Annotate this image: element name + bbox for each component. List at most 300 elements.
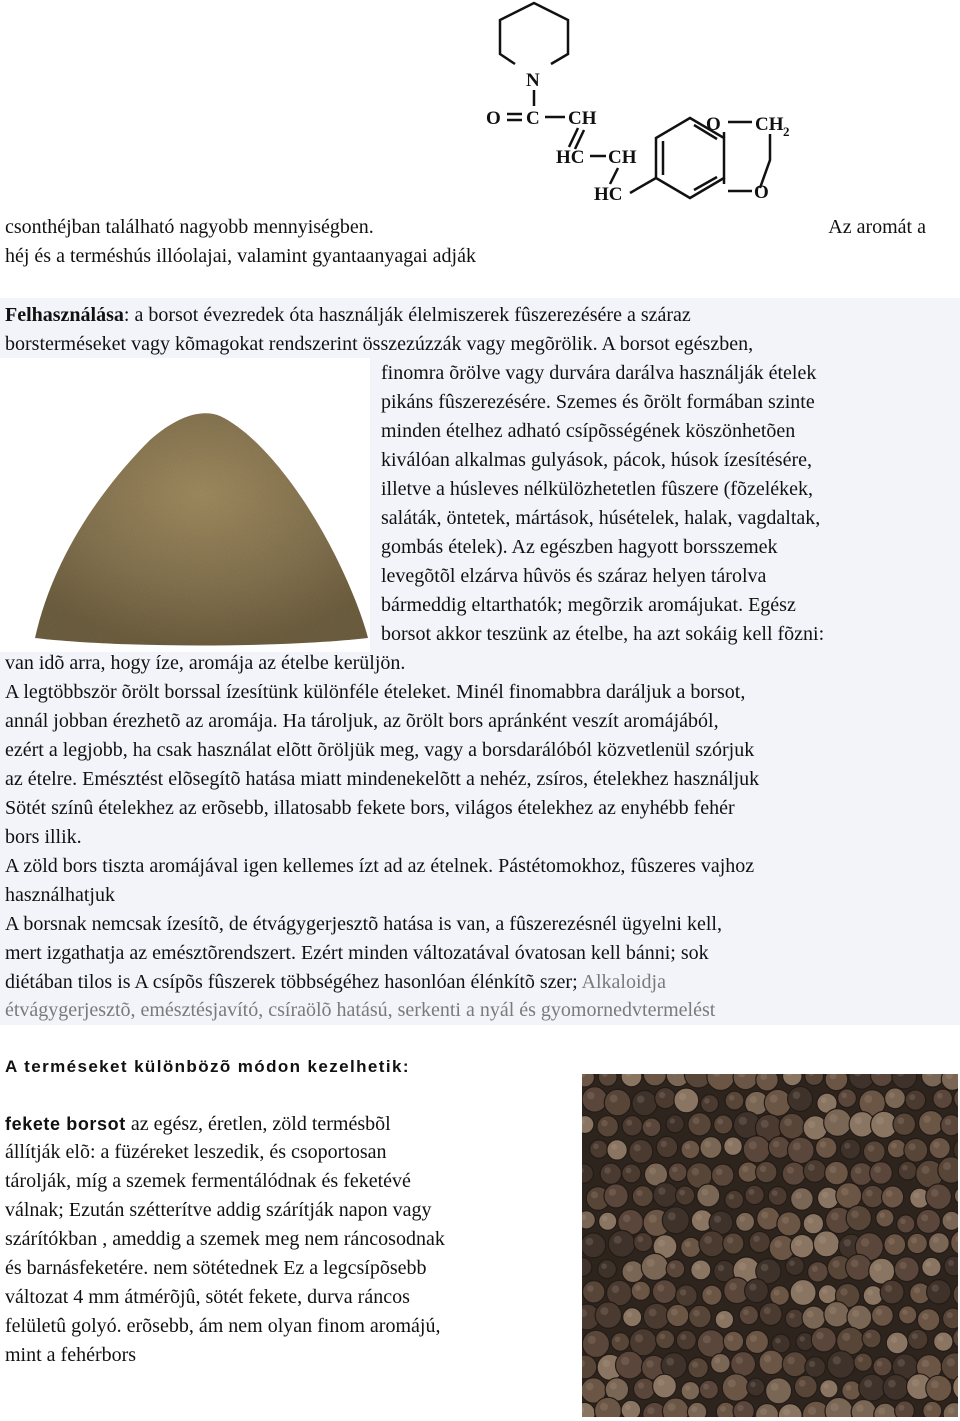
peppercorn-highlight — [626, 1168, 632, 1174]
peppercorn-highlight — [897, 1359, 905, 1367]
processing-term: fekete borsot — [5, 1114, 126, 1134]
peppercorn-highlight — [772, 1190, 778, 1196]
peppercorn-highlight — [704, 1141, 711, 1148]
peppercorn — [782, 1162, 805, 1185]
peppercorn-highlight — [808, 1164, 815, 1171]
peppercorn — [824, 1302, 850, 1328]
peppercorn-highlight — [864, 1095, 872, 1103]
peppercorn-highlight — [858, 1357, 863, 1362]
peppercorn — [777, 1212, 801, 1236]
peppercorn — [894, 1257, 919, 1282]
peppercorn — [899, 1306, 917, 1324]
peppercorn — [825, 1161, 849, 1185]
peppercorn-highlight — [750, 1382, 755, 1387]
peppercorn — [621, 1400, 641, 1417]
peppercorn-highlight — [670, 1263, 676, 1269]
peppercorn-highlight — [637, 1190, 643, 1196]
peppercorn-highlight — [627, 1312, 633, 1318]
peppercorn-highlight — [761, 1120, 769, 1128]
peppercorn-highlight — [899, 1405, 905, 1411]
peppercorn-highlight — [738, 1262, 746, 1270]
peppercorn — [803, 1160, 826, 1183]
usage-line: annál jobban érezhetõ az aromája. Ha tároljuk, az õrölt bors apránként veszít aromájából, — [5, 710, 719, 732]
peppercorn — [782, 1352, 807, 1377]
peppercorn-highlight — [937, 1093, 943, 1099]
usage-line: borsot akkor teszünk az ételbe, ha azt sokáig kell fõzni: — [381, 623, 825, 645]
peppercorn-highlight — [716, 1168, 723, 1175]
peppercorn — [699, 1380, 718, 1399]
peppercorns-image — [582, 1074, 958, 1417]
peppercorn — [733, 1401, 754, 1418]
usage-line: minden ételhez adható csípõsségének köszönhetõen — [381, 420, 796, 442]
peppercorn-highlight — [831, 1403, 839, 1411]
peppercorn-highlight — [948, 1407, 955, 1414]
peppercorn-highlight — [696, 1214, 703, 1221]
peppercorn — [897, 1215, 915, 1233]
peppercorn — [785, 1257, 804, 1276]
peppercorn-highlight — [679, 1190, 685, 1196]
peppercorn-highlight — [812, 1266, 818, 1272]
atom-o: O — [706, 114, 721, 135]
peppercorn — [941, 1115, 958, 1136]
peppercorn — [653, 1183, 678, 1208]
peppercorn-highlight — [885, 1285, 892, 1292]
peppercorn — [907, 1233, 927, 1253]
peppercorn — [922, 1257, 941, 1276]
peppercorn-highlight — [841, 1093, 847, 1099]
peppercorn-highlight — [866, 1333, 872, 1339]
peppercorn-highlight — [764, 1307, 771, 1314]
peppercorn-highlight — [783, 1408, 790, 1415]
peppercorn — [701, 1095, 719, 1113]
peppercorn — [846, 1254, 872, 1280]
peppercorn-highlight — [902, 1309, 907, 1314]
peppercorn-highlight — [820, 1141, 826, 1147]
peppercorn-highlight — [947, 1312, 953, 1318]
peppercorn-highlight — [855, 1167, 862, 1174]
peppercorn-highlight — [635, 1334, 643, 1342]
peppercorn-highlight — [727, 1335, 733, 1341]
peppercorn — [681, 1140, 700, 1159]
peppercorn — [908, 1329, 928, 1349]
peppercorn — [608, 1230, 635, 1257]
usage-line: borsterméseket vagy kõmagokat rendszerint összezúzzák vagy megõrölik. A borsot egészben, — [5, 333, 754, 355]
peppercorn-highlight — [878, 1408, 885, 1415]
peppercorn-highlight — [635, 1285, 641, 1291]
usage-line-1 — [5, 301, 691, 330]
peppercorn-highlight — [771, 1383, 779, 1391]
usage-line: van idõ arra, hogy íze, aromája az ételbe kerüljön. — [5, 652, 406, 674]
peppercorn-highlight — [874, 1166, 881, 1173]
peppercorn — [840, 1139, 860, 1159]
peppercorn-highlight — [614, 1236, 622, 1244]
usage-line: illetve a húsleves nélkülözhetetlen fûszere (fõzelékek, — [381, 478, 814, 500]
usage-line: ezért a legjobb, ha csak használat elõtt õröljük meg, vagy a borsdarálóból közvetlenül szórjuk — [5, 739, 755, 761]
peppercorn-highlight — [626, 1265, 633, 1272]
peppercorn — [662, 1207, 689, 1234]
atom-hc: HC — [556, 147, 585, 168]
peppercorn-highlight — [625, 1404, 631, 1410]
peppercorn — [756, 1161, 777, 1182]
peppercorn — [880, 1280, 904, 1304]
peppercorn-highlight — [770, 1095, 778, 1103]
peppercorn — [743, 1136, 770, 1163]
peppercorn-highlight — [784, 1118, 792, 1126]
peppercorn-highlight — [819, 1236, 827, 1244]
peppercorn-highlight — [602, 1360, 610, 1368]
peppercorn-highlight — [668, 1212, 676, 1220]
peppercorn — [873, 1357, 892, 1376]
peppercorn-highlight — [912, 1333, 918, 1339]
peppercorn-highlight — [729, 1095, 735, 1101]
peppercorn — [583, 1281, 605, 1303]
peppercorn — [582, 1233, 606, 1258]
peppercorn-highlight — [898, 1117, 905, 1124]
peppercorn — [623, 1308, 642, 1327]
peppercorn — [641, 1253, 668, 1280]
processing-line: és barnásfeketére. nem sötétednek Ez a legcsípõsebb — [5, 1257, 427, 1279]
peppercorn-highlight — [822, 1289, 828, 1295]
peppercorn-highlight — [927, 1405, 933, 1411]
peppercorn-highlight — [739, 1117, 747, 1125]
peppercorn-highlight — [852, 1310, 859, 1317]
peppercorn-highlight — [782, 1217, 789, 1224]
peppercorn — [631, 1281, 650, 1300]
usage-line: használhatjuk — [5, 884, 115, 906]
peppercorn — [599, 1212, 617, 1230]
peppercorn — [590, 1140, 608, 1158]
peppercorn-highlight — [891, 1143, 897, 1149]
peppercorn-highlight — [844, 1143, 850, 1149]
peppercorn — [768, 1187, 787, 1206]
peppercorn-highlight — [938, 1336, 944, 1342]
peppercorn — [681, 1237, 701, 1257]
peppercorn-highlight — [749, 1141, 757, 1149]
peppercorn — [600, 1163, 621, 1184]
peppercorn-highlight — [889, 1092, 895, 1098]
peppercorn-highlight — [702, 1189, 709, 1196]
peppercorn — [666, 1115, 684, 1133]
peppercorn-highlight — [799, 1380, 806, 1387]
peppercorn-highlight — [854, 1117, 862, 1125]
peppercorn-highlight — [914, 1287, 920, 1293]
peppercorn — [842, 1381, 861, 1400]
peppercorn — [883, 1375, 909, 1401]
peppercorn-highlight — [736, 1357, 743, 1364]
peppercorn-highlight — [626, 1120, 632, 1126]
peppercorn — [838, 1089, 857, 1108]
peppercorn-highlight — [715, 1358, 721, 1364]
peppercorn-highlight — [685, 1241, 691, 1247]
intro-line-1: csonthéjban található nagyobb mennyiségben. — [5, 216, 374, 238]
peppercorn — [634, 1233, 653, 1252]
peppercorn-highlight — [793, 1142, 801, 1150]
peppercorn-highlight — [623, 1215, 631, 1223]
peppercorn — [656, 1136, 677, 1157]
peppercorn-highlight — [720, 1406, 726, 1412]
peppercorn-highlight — [743, 1309, 749, 1315]
peppercorn-highlight — [717, 1119, 723, 1125]
peppercorn-highlight — [909, 1094, 915, 1100]
peppercorn — [811, 1327, 836, 1352]
peppercorn — [714, 1115, 733, 1134]
peppercorn-highlight — [637, 1236, 643, 1242]
atom-n: N — [526, 70, 540, 91]
peppercorn — [691, 1260, 711, 1280]
peppercorn-highlight — [610, 1095, 618, 1103]
peppercorn — [725, 1091, 744, 1110]
peppercorn-highlight — [750, 1335, 757, 1342]
usage-text: : a borsot évezredek óta használják élelmiszerek fûszerezésére a száraz — [123, 304, 691, 326]
peppercorn-highlight — [787, 1357, 795, 1365]
peppercorn — [870, 1162, 893, 1185]
peppercorn-highlight — [846, 1385, 852, 1391]
usage-line: mert izgathatja az emésztõrendszert. Ezért minden változatával óvatosan kell bánni; sok — [5, 942, 709, 964]
peppercorn — [723, 1331, 743, 1351]
peppercorn-highlight — [921, 1166, 929, 1174]
peppercorn-highlight — [714, 1216, 721, 1223]
peppercorn-highlight — [649, 1168, 656, 1175]
peppercorn — [803, 1214, 823, 1234]
peppercorn-highlight — [912, 1379, 920, 1387]
peppercorn-highlight — [832, 1260, 839, 1267]
peppercorn — [731, 1352, 756, 1377]
peppercorn — [759, 1303, 782, 1326]
peppercorn-highlight — [659, 1092, 665, 1098]
peppercorn-highlight — [729, 1283, 737, 1291]
peppercorn-highlight — [926, 1261, 932, 1267]
peppercorn-highlight — [807, 1218, 813, 1224]
peppercorn-highlight — [706, 1289, 712, 1295]
peppercorn-highlight — [841, 1188, 849, 1196]
processing-line: tárolják, míg a szemek fermentálódnak és feketévé — [5, 1170, 411, 1192]
peppercorn — [749, 1231, 770, 1252]
peppercorn-highlight — [753, 1236, 759, 1242]
peppercorn-highlight — [742, 1166, 748, 1172]
peppercorn-highlight — [634, 1144, 641, 1151]
peppercorn-highlight — [816, 1332, 823, 1339]
peppercorn — [604, 1184, 628, 1208]
peppercorn-highlight — [789, 1313, 795, 1319]
peppercorn — [715, 1310, 733, 1328]
atom-o: O — [486, 108, 501, 129]
peppercorn-highlight — [775, 1338, 781, 1344]
peppercorn-highlight — [932, 1284, 939, 1291]
peppercorn — [668, 1163, 687, 1182]
peppercorn — [790, 1280, 816, 1306]
peppercorn-highlight — [672, 1167, 678, 1173]
peppercorn-highlight — [922, 1313, 929, 1320]
peppercorn-highlight — [586, 1383, 594, 1391]
peppercorn-highlight — [789, 1260, 795, 1266]
peppercorn — [934, 1332, 953, 1351]
peppercorn-highlight — [637, 1096, 645, 1104]
peppercorn-highlight — [749, 1189, 755, 1195]
peppercorn-highlight — [793, 1091, 801, 1099]
atom-ch: CH — [568, 108, 597, 129]
peppercorn-highlight — [877, 1361, 883, 1367]
peppercorn-highlight — [795, 1285, 803, 1293]
peppercorn-highlight — [807, 1311, 814, 1318]
peppercorn — [687, 1402, 706, 1417]
peppercorn — [745, 1330, 768, 1353]
peppercorn — [722, 1374, 749, 1401]
peppercorn — [622, 1116, 643, 1137]
processing-line: mint a fehérbors — [5, 1344, 137, 1366]
peppercorn-highlight — [761, 1264, 769, 1272]
peppercorn-highlight — [586, 1238, 594, 1246]
peppercorn-highlight — [691, 1406, 697, 1412]
intro-line-1-right: Az aromát a — [828, 216, 926, 238]
peppercorn — [805, 1357, 826, 1378]
peppercorn — [788, 1086, 813, 1111]
peppercorn-highlight — [902, 1165, 908, 1171]
peppercorn-highlight — [668, 1403, 676, 1411]
peppercorn — [643, 1303, 669, 1329]
peppercorn — [689, 1305, 712, 1328]
peppercorn — [656, 1330, 675, 1349]
peppercorn — [863, 1141, 885, 1163]
processing-line: szárítókban , ameddig a szemek meg nem ráncosodnak — [5, 1228, 445, 1250]
peppercorn-highlight — [787, 1167, 794, 1174]
peppercorn — [607, 1140, 627, 1160]
usage-line: bármeddig eltarthatók; megõrzik aromájukat. Egész — [381, 594, 796, 616]
peppercorn-highlight — [727, 1141, 733, 1147]
peppercorn-highlight — [808, 1121, 815, 1128]
peppercorn — [854, 1353, 872, 1371]
processing-line: állítják elõ: a füzéreket leszedik, és csoportosan — [5, 1141, 387, 1163]
processing-heading: A terméseket különbözõ módon kezelhetik: — [5, 1057, 410, 1076]
peppercorn-highlight — [621, 1357, 629, 1365]
atom-ch: CH — [755, 114, 784, 135]
peppercorn-highlight — [795, 1239, 802, 1246]
peppercorn — [790, 1234, 814, 1258]
peppercorn-highlight — [591, 1191, 598, 1198]
atom-subscript: 2 — [783, 124, 790, 139]
peppercorn — [757, 1207, 780, 1230]
peppercorn-highlight — [739, 1216, 745, 1222]
peppercorn-highlight — [704, 1098, 709, 1103]
peppercorn — [582, 1211, 595, 1229]
peppercorn — [711, 1354, 731, 1374]
peppercorn-highlight — [856, 1404, 864, 1412]
peppercorn — [699, 1231, 725, 1257]
peppercorn — [847, 1305, 872, 1330]
peppercorn-highlight — [774, 1290, 780, 1296]
peppercorn — [697, 1184, 720, 1207]
peppercorn-highlight — [638, 1382, 644, 1388]
peppercorn — [923, 1401, 942, 1417]
peppercorn-highlight — [737, 1405, 743, 1411]
peppercorn — [622, 1261, 644, 1283]
peppercorn — [582, 1330, 609, 1357]
usage-line: bors illik. — [5, 826, 82, 848]
peppercorn — [885, 1088, 906, 1109]
usage-line: A legtöbbször õrölt borssal ízesítünk különféle ételeket. Minél finomabbra daráljuk a borsot, — [5, 681, 746, 703]
peppercorn-highlight — [680, 1289, 686, 1295]
peppercorn-highlight — [933, 1142, 939, 1148]
peppercorn-highlight — [931, 1381, 939, 1389]
peppercorn-highlight — [840, 1288, 847, 1295]
peppercorn — [779, 1113, 805, 1139]
peppercorn-highlight — [831, 1212, 839, 1220]
peppercorn — [723, 1233, 744, 1254]
peppercorn — [876, 1209, 894, 1227]
usage-line-gray: étvágygerjesztõ, emésztésjavító, csíraölõ hatású, serkenti a nyál és gyomornedvtermelést — [5, 999, 716, 1021]
peppercorn — [916, 1209, 940, 1233]
peppercorn — [632, 1091, 657, 1116]
piperine-structure-diagram — [470, 0, 830, 215]
usage-line: A zöld bors tiszta aromájával igen kellemes ízt ad az ételnek. Pástétomokhoz, fûszeres vajhoz — [5, 855, 755, 877]
peppercorn — [676, 1330, 696, 1350]
peppercorn — [725, 1190, 744, 1209]
peppercorn — [629, 1139, 653, 1163]
peppercorn-highlight — [886, 1190, 893, 1197]
peppercorn — [882, 1186, 904, 1208]
peppercorn-highlight — [773, 1141, 780, 1148]
peppercorn-highlight — [761, 1212, 768, 1219]
peppercorn — [938, 1157, 958, 1183]
usage-line: gombás ételek). Az egészben hagyott borsszemek — [381, 536, 778, 558]
peppercorn-highlight — [670, 1118, 675, 1123]
peppercorn — [759, 1350, 784, 1375]
peppercorn-highlight — [692, 1168, 700, 1176]
peppercorn-highlight — [931, 1189, 939, 1197]
peppercorn-highlight — [921, 1214, 928, 1221]
peppercorn — [802, 1306, 825, 1329]
peppercorn-highlight — [867, 1290, 873, 1296]
peppercorn-highlight — [874, 1263, 882, 1271]
peppercorn-highlight — [750, 1096, 757, 1103]
peppercorn — [862, 1329, 881, 1348]
peppercorn-highlight — [679, 1093, 686, 1100]
usage-line: finomra õrölve vagy durvára darálva használják ételek — [381, 362, 817, 384]
peppercorn — [818, 1285, 837, 1304]
peppercorn-highlight — [588, 1336, 596, 1344]
peppercorn — [898, 1161, 917, 1180]
processing-text: az egész, éretlen, zöld termésbõl — [125, 1113, 391, 1135]
peppercorn — [666, 1260, 685, 1279]
peppercorn — [929, 1233, 950, 1254]
peppercorn-highlight — [728, 1379, 736, 1387]
peppercorn — [919, 1111, 944, 1136]
peppercorn-highlight — [685, 1385, 691, 1391]
peppercorn — [582, 1116, 594, 1134]
peppercorn — [736, 1212, 755, 1231]
peppercorn — [813, 1231, 839, 1257]
peppercorn — [674, 1088, 699, 1113]
peppercorn-highlight — [844, 1239, 851, 1246]
peppercorn-highlight — [658, 1239, 665, 1246]
peppercorn-highlight — [774, 1240, 782, 1248]
peppercorn — [926, 1184, 952, 1210]
peppercorn — [597, 1116, 618, 1137]
peppercorn-highlight — [647, 1259, 655, 1267]
peppercorn-highlight — [602, 1216, 607, 1221]
intro-line-2: héj és a terméshús illóolajai, valamint gyantaanyagai adják — [5, 245, 476, 267]
peppercorn — [933, 1089, 953, 1109]
peppercorn-highlight — [666, 1358, 674, 1366]
atom-o: O — [754, 182, 769, 203]
peppercorn — [604, 1089, 631, 1116]
peppercorn-highlight — [604, 1167, 610, 1173]
peppercorn-highlight — [876, 1309, 883, 1316]
peppercorn-highlight — [899, 1262, 906, 1269]
peppercorn-highlight — [864, 1380, 872, 1388]
peppercorn — [808, 1262, 829, 1283]
peppercorn-highlight — [611, 1144, 617, 1150]
peppercorn-highlight — [829, 1307, 837, 1315]
